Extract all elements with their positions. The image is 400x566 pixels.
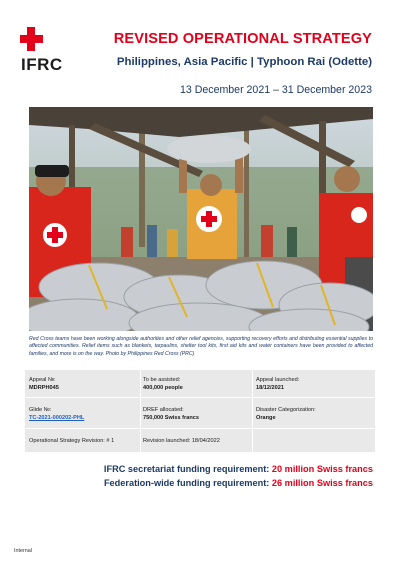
secretariat-funding-line: [104, 464, 373, 474]
dref-allocated-cell: [143, 406, 199, 422]
dref-allocated-label: DREF allocated:: [143, 407, 184, 413]
dref-allocated-value: 750,000 Swiss francs: [143, 415, 199, 421]
logo-text: IFRC: [21, 55, 63, 74]
row-divider: [25, 397, 375, 398]
revision-launched-cell: [143, 437, 220, 445]
appeal-number-cell: [29, 376, 59, 392]
classification-label: Internal: [14, 548, 32, 554]
date-range: 13 December 2021 – 31 December 2023: [180, 84, 372, 96]
appeal-number-value: MDRPH045: [29, 385, 59, 391]
column-divider: [252, 370, 253, 452]
strategy-revision-text: Operational Strategy Revision: # 1: [29, 438, 115, 444]
appeal-info-table: [25, 370, 375, 452]
glide-number-label: Glide №:: [29, 407, 52, 413]
revision-launched-text: Revision launched: 18/04/2022: [143, 438, 220, 444]
strategy-revision-cell: [29, 437, 114, 445]
page-subtitle: Philippines, Asia Pacific | Typhoon Rai (Odette): [116, 56, 372, 68]
to-be-assisted-cell: [143, 376, 183, 392]
disaster-category-label: Disaster Categorization:: [256, 407, 316, 413]
federation-funding-line: [104, 478, 373, 488]
appeal-launched-value: 18/12/2021: [256, 385, 284, 391]
appeal-launched-cell: [256, 376, 299, 392]
column-divider: [140, 370, 141, 452]
federation-funding-value: 26 million Swiss francs: [271, 478, 373, 488]
disaster-category-value: Orange: [256, 415, 276, 421]
row-divider: [25, 428, 375, 429]
page-title: REVISED OPERATIONAL STRATEGY: [113, 31, 372, 47]
cover-photo: [29, 107, 373, 331]
secretariat-funding-label: IFRC secretariat funding requirement:: [103, 464, 270, 474]
to-be-assisted-label: To be assisted:: [143, 377, 181, 383]
to-be-assisted-value: 400,000 people: [143, 385, 183, 391]
ifrc-logo: [20, 26, 76, 76]
photo-caption: Red Cross teams have been working alongside authorities and other relief agencies, supporting recovery efforts and distributing essential supplies to affected communities. Relief items such as blankets, tarpaulins, shelter tool kits, first aid kits and water containers have been provided to affected families, and more is on the way. Photo by Philippines Red Cross (PRC): [29, 336, 373, 357]
federation-funding-label: Federation-wide funding requirement:: [103, 478, 270, 488]
appeal-number-label: Appeal №:: [29, 377, 56, 383]
relief-distribution-photo: [29, 107, 373, 331]
disaster-category-cell: [256, 406, 316, 422]
appeal-launched-label: Appeal launched:: [256, 377, 300, 383]
glide-number-link[interactable]: TC-2021-000202-PHL: [29, 415, 85, 421]
red-cross-crescent-emblem: [20, 26, 76, 54]
glide-number-cell: [29, 406, 84, 422]
secretariat-funding-value: 20 million Swiss francs: [271, 464, 373, 474]
